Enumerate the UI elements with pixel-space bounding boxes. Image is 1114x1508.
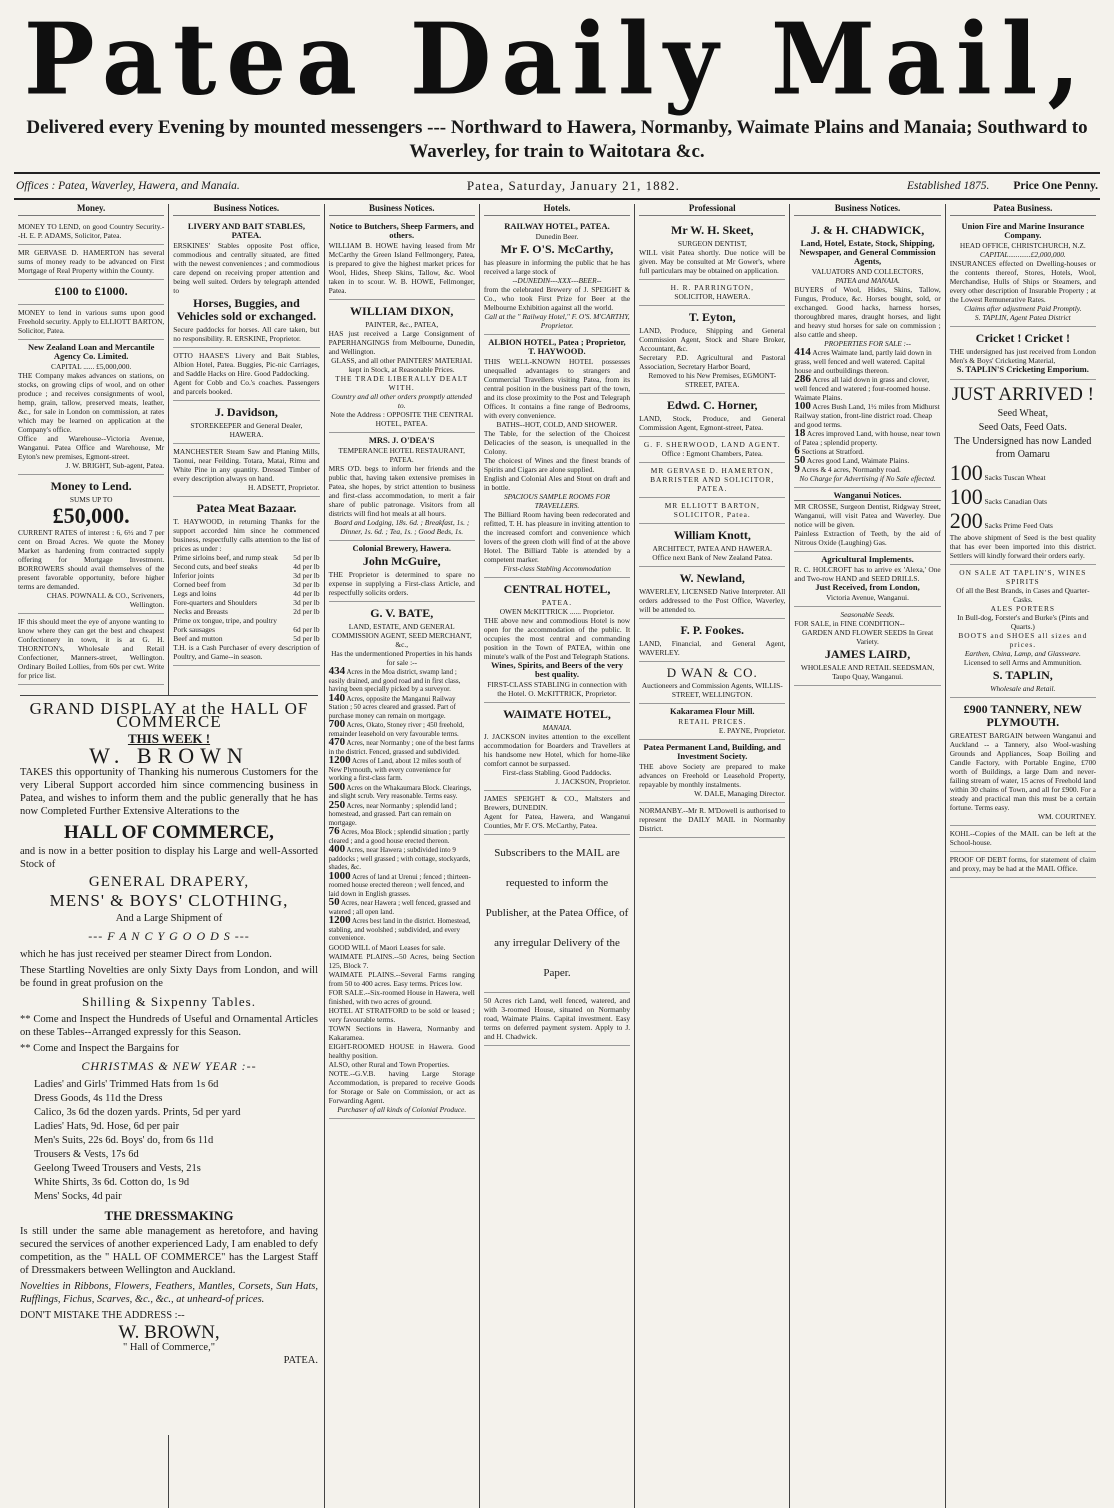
property-item: 414 Acres Waimate land, partly laid down in grass, well fenced and well watered. Capital house and outbuildings thereon. (794, 346, 932, 375)
advert: Notice to Butchers, Sheep Farmers, and others. WILLIAM B. HOWE having leased from Mr McCarthy the Green Island Fellmongery, Patea, is prepared to give the highest market prices for Wool, Hides, Sheep Skins, Tallow, &c. Wool taken in to scour. W. B. HOWE, Fellmonger, Patea. (329, 219, 475, 300)
advert: Mr W. H. Skeet, SURGEON DENTIST, WILL visit Patea shortly. Due notice will be given. May be consulted at Mr Gower's, where full particulars may be obtained on application. (639, 219, 785, 280)
price-row: Corned beef from 3d per lb (173, 580, 320, 589)
advert: Money to Lend. SUMS UP TO £50,000. CURRENT RATES of interest : 6, 6½ and 7 per cent on Broad Acres. We quote the Money Market as hardening from contracted supply offering for Mortgage Investment. BORROWERS should avail themselves of the present favorable opportunity, before higher terms are demanded. CHAS. POWNALL & CO., Scriveners, Wellington. (18, 475, 164, 614)
advert: RAILWAY HOTEL, PATEA. Dunedin Beer. Mr F. O'S. McCarthy, has pleasure in informing the public that he has received a large stock of --DUNEDIN---XXX---BEER-- from the celebrated Brewery of J. SPEIGHT & Co., who took First Prize for Beer at the Melbourne Exhibition against all the world. Call at the " Railway Hotel," F. O'S. M'CARTHY, Proprietor. (484, 219, 630, 335)
advert: IF this should meet the eye of anyone wanting to know where they can get the best and cheapest Confectionery in town, it is at G. H. THORNTON's, Wholesale and Retail Confectioner, Manners-street, Wellington. Ordinary Boiled Lollies, from 60s per cwt. Write for price list. (18, 614, 164, 685)
advert: MANCHESTER Steam Saw and Planing Mills, Taonui, near Feilding. Totara, Matai, Rimu and White Pine in any quantity. Dressed Timber of every description always on hand. H. ADSETT, Proprietor. (173, 444, 319, 497)
list-item: Dress Goods, 4s 11d the Dress (34, 1093, 163, 1104)
price-row: Prime ox tongue, tripe, and poultry (173, 616, 277, 625)
property-item: 1000 Acres of land at Urenui ; fenced ; thirteen-roomed house erected thereon ; well fenced, and laid down in English grasses. (328, 869, 471, 898)
advert: WAIMATE HOTEL, MANAIA. J. JACKSON invites attention to the excellent accommodation for Boarders and Travellers at his handsome new Hotel, which for home-like comfort cannot be surpassed. First-class Stabling. Good Paddocks. J. JACKSON, Proprietor. (484, 703, 630, 791)
advert: KOHI.--Copies of the MAIL can be left at the School-house. (950, 826, 1096, 852)
advert: PROOF OF DEBT forms, for statement of claim and proxy, may be had at the MAIL Office. (950, 852, 1096, 878)
property-item: 18 Acres improved Land, with house, near town of Patea ; splendid property. (794, 427, 941, 447)
advert: MRS. J. O'DEA'S TEMPERANCE HOTEL RESTAURANT, PATEA. MRS O'D. begs to inform her friends and the public that, having taken extensive premises in Patea, she hopes, by strict attention to business and first-class accommodation, to merit a fair share of public patronage. Visitors from all districts will find hot meals at all hours. Board and Lodging, 18s. 6d. ; Breakfast, 1s. ; Dinner, 1s. 6d. ; Tea, 1s. ; Good Beds, 1s. (329, 433, 475, 541)
advert: NORMANBY.--Mr R. M'Dowell is authorised to represent the DAILY MAIL in Normanby District. (639, 803, 785, 838)
list-item: White Shirts, 3s 6d. Cotton do, 1s 9d (34, 1177, 190, 1188)
advert: Seasonable Seeds. FOR SALE, in FINE CONDITION-- GARDEN AND FLOWER SEEDS In Great Variety. JAMES LAIRD, WHOLESALE AND RETAIL SEEDSMAN, Taupo Quay, Wanganui. (794, 607, 940, 686)
offices-text: Offices : Patea, Waverley, Hawera, and Manaia. (16, 180, 240, 192)
column-hotels (480, 204, 635, 1508)
property-item: 400 Acres, near Hawera ; subdivided into 9 paddocks ; well grassed ; with cottage, stockyards, shades, &c. (328, 843, 471, 871)
price-row: Prime sirloins beef, and rump steak 5d per lb (173, 553, 320, 562)
price-row: Beef and mutton 5d per lb (173, 634, 320, 643)
advert: Union Fire and Marine Insurance Company. HEAD OFFICE, CHRISTCHURCH, N.Z. CAPITAL............£2,000,000. INSURANCES effected on Dwelling-houses or the contents thereof, Stores, Hotels, Wool, Merchandise, Hulls of Ships or Steamers, and every other description of Insurable Property ; at the Lowest Remunerative Rates. Claims after adjustment Paid Promptly. S. TAPLIN, Agent Patea District (950, 219, 1096, 327)
property-item: 500 Acres on the Whakaumara Block. Clearings, and slight scrub. Very reasonable. Terms easy. (328, 780, 472, 800)
property-item: 1200 Acres of Land, about 12 miles south of New Plymouth, with every convenience for working a first-class farm. (328, 754, 462, 782)
advert: ALBION HOTEL, Patea ; Proprietor, T. HAYWOOD. THIS WELL-KNOWN HOTEL possesses unequalled advantages to strangers and Commercial Travellers visiting Patea, from its central position in the business part of the town, and its close proximity to the Post and Telegraph Offices. It contains a fine range of Bedrooms, with every convenience. BATHS--HOT, COLD, AND SHOWER. The Table, for the selection of the Choicest Delicacies of the season, is unequalled in the Colony. The choicest of Wines and the finest brands of Spirits and Cigars are alone supplied. English and Colonial Ales and Stout on draft and in bottle. SPACIOUS SAMPLE ROOMS FOR TRAVELLERS. The Billiard Room having been redecorated and refitted, T. H. has pleasure in inviting attention to the increased comfort and convenience which lovers of the green cloth will find of at the above Hotel. The Billiard Table is attended by a competent marker. First-class Stabling Accommodation (484, 335, 630, 578)
advert-heading: GRAND DISPLAY at the HALL OF COMMERCE (20, 695, 318, 728)
list-item: Men's Suits, 22s 6d. Boys' do, from 6s 11d (34, 1135, 214, 1146)
column-heading: Money. (18, 204, 164, 216)
column-professional (635, 204, 790, 1508)
advert: Agricultural Implements. R. C. HOLCROFT has to arrive ex 'Alexa,' One and Two-row HAND and SEED DRILLS. Just Received, from London, Victoria Avenue, Wanganui. (794, 552, 940, 607)
column-business-2 (325, 204, 480, 1508)
advert: MR GERVASE D. HAMERTON, BARRISTER AND SOLICITOR, PATEA. (639, 463, 785, 498)
column-heading: Patea Business. (950, 204, 1096, 216)
advert: OTTO HAASE'S Livery and Bait Stables, Albion Hotel, Patea. Buggies, Pic-nic Carriages, and Saddle Hacks on Hire. Good Paddocking. Agent for Cobb and Co.'s coaches. Passengers and parcels booked. (173, 348, 319, 401)
advert: Wanganui Notices. MR CROSSE, Surgeon Dentist, Ridgway Street, Wanganui, will visit Patea and Waverley. Due notice will be given. Painless Extraction of Teeth, by the aid of Nitrous Oxide (Laughing) Gas. (794, 488, 940, 552)
property-item: 700 Acres, Okato, Stoney river ; 450 freehold, remainder leasehold on very favourable terms. (328, 718, 465, 738)
property-item: 76 Acres, Moa Block ; splendid situation ; partly cleared ; and a good house erected thereon. (328, 825, 469, 845)
property-list (794, 348, 940, 474)
column-heading: Hotels. (484, 204, 630, 216)
advert: William Knott, ARCHITECT, PATEA AND HAWERA. Office next Bank of New Zealand Patea. (639, 524, 785, 567)
list-item: Geelong Tweed Trousers and Vests, 21s (34, 1163, 201, 1174)
property-item: 100 Acres Bush Land, 1½ miles from Midhurst Railway station, front-line district road. Cheap and good terms. (794, 400, 940, 429)
info-bar (14, 172, 1100, 200)
advert: Colonial Brewery, Hawera. John McGuire, THE Proprietor is determined to spare no expense in supplying a First-class Article, and respectfully solicits orders. (329, 541, 475, 602)
advert: MR ELLIOTT BARTON, SOLICITOR, Patea. (639, 498, 785, 524)
advert: £900 TANNERY, NEW PLYMOUTH. GREATEST BARGAIN between Wanganui and Auckland -- a Tannery, also Wool-washing Grounds and Appliances, Soap Boiling and Candle Factory, with Portable Engine, £700 worth of Buildings, a large Dam and never-failing stream of water, 15 acres of Freehold land within 30 chains of Town, and all for £900. For a steady and practical man this must be a certain fortune. Terms easy. WM. COURTNEY. (950, 698, 1096, 826)
list-item: Ladies' Hats, 9d. Hose, 6d per pair (34, 1121, 180, 1132)
advert: G. V. BATE, LAND, ESTATE, AND GENERAL COMMISSION AGENT, SEED MERCHANT, &c., Has the undermentioned Properties in his hands for sale :-- 434 Acres in the Moa district, swamp land ; easily drained, and good road and in first class, having been specially picked by a surveyor. 140 Acres, opposite the Manganui Railway Station ; 50 acres cleared and grassed. Part of purchase money can remain on mortgage. 700 Acres, Okato, Stoney river ; 450 freehold, remainder leasehold on very favourable terms. 470 Acres, near Normanby ; one of the best farms in the district. Fenced, grassed and subdivided. 1200 Acres of Land, about 12 miles south of New Plymouth, with every convenience for working a first-class farm. 500 Acres on the Whakaumara Block. Clearings, and slight scrub. Very reasonable. Terms easy. 250 Acres, near Normanby ; splendid land ; homestead, and grassed. Part can remain on mortgage. 76 Acres, Moa Block ; splendid situation ; partly cleared ; and a good house erected thereon. 400 Acres, near Hawera ; subdivided into 9 paddocks ; well grassed ; with cottage, stockyards, shades, &c. 1000 Acres of land at Urenui ; fenced ; thirteen-roomed house erected thereon ; well fenced, and laid down in English grasses. 50 Acres, near Hawera ; well fenced, grassed and watered ; all open land. 1200 Acres best land in the district. Homestead, stabling, and woolshed ; subdivided, and every convenience. GOOD WILL of Maori Leases for sale. WAIMATE PLAINS.--50 Acres, being Section 125, Block 7. WAIMATE PLAINS.--Several Farms ranging from 50 to 400 acres. Easy terms. Prices low. FOR SALE.--Six-roomed House in Hawera, well finished, with two acres of ground. HOTEL AT STRATFORD to be sold or leased ; very favourable terms. TOWN Sections in Hawera, Normanby and Kakaramea. EIGHT-ROOMED HOUSE in Hawera. Good healthy position. ALSO, other Rural and Town Properties. NOTE.--G.V.B. having Large Storage Accommodation, is prepared to receive Goods for Storage or Sale on Commission, or act as Forwarding Agent. Purchaser of all kinds of Colonial Produce. (329, 602, 475, 1119)
advert: JUST ARRIVED ! Seed Wheat, Seed Oats, Feed Oats. The Undersigned has now Landed from Oamaru 100 Sacks Tuscan Wheat 100 Sacks Canadian Oats 200 Sacks Prime Feed Oats The above shipment of Seed is the best quality that has ever been imported into this district. Settlers will kindly forward their orders early. (950, 380, 1096, 565)
price-row: Inferior joints 3d per lb (173, 571, 320, 580)
seed-row: 100 Sacks Canadian Oats (949, 484, 1047, 509)
column-business-3 (790, 204, 945, 1508)
advert: CENTRAL HOTEL, PATEA. OWEN McKITTRICK ...... Proprietor. THE above new and commodious Hotel is now open for the accommodation of the public. It occupies the most central and commanding position in the Town of PATEA, within one minute's walk of the Post and Telegraph Stations. Wines, Spirits, and Beers of the very best quality. FIRST-CLASS STABLING in connection with the Hotel. O. McKITTRICK, Proprietor. (484, 578, 630, 703)
advert: T. Eyton, LAND, Produce, Shipping and General Commission Agent, Stock and Share Broker, Accountant, &c. Secretary P.D. Agricultural and Pastoral Association, Secretary Harbor Board, Removed to his New Premises, EGMONT-STREET, PATEA. (639, 306, 785, 394)
advert: £100 to £1000. (18, 280, 164, 305)
property-item: 470 Acres, near Normanby ; one of the best farms in the district. Fenced, grassed and subdivided. (328, 736, 475, 756)
list-item: Trousers & Vests, 17s 6d (34, 1149, 139, 1160)
property-item: 6 Sections at Stratford. (794, 445, 864, 457)
hall-of-commerce-advert: GRAND DISPLAY at the HALL OF COMMERCE THIS WEEK ! W. BROWN TAKES this opportunity of Thanking his numerous Customers for the very Liberal Support accorded him since commencing business in Patea, and wishes to inform them and the public generally that he has now Completed Further Extensive Alterations to the HALL OF COMMERCE, and is now in a better position to display his Large and well-Assorted Stock of GENERAL DRAPERY, MENS' & BOYS' CLOTHING, And a Large Shipment of --- F A N C Y G O O D S --- which he has just received per steamer Direct from London. These Startling Novelties are only Sixty Days from London, and will be found in great profusion on the Shilling & Sixpenny Tables. ** Come and Inspect the Hundreds of Useful and Ornamental Articles on these Tables--Arranged expressly for this Season. ** Come and Inspect the Bargains for CHRISTMAS & NEW YEAR :-- Ladies' and Girls' Trimmed Hats from 1s 6d Dress Goods, 4s 11d the Dress Calico, 3s 6d the dozen yards. Prints, 5d per yard Ladies' Hats, 9d. Hose, 6d per pair Men's Suits, 22s 6d. Boys' do, from 6s 11d Trousers & Vests, 17s 6d Geelong Tweed Trousers and Vests, 21s White Shirts, 3s 6d. Cotton do, 1s 9d Mens' Socks, 4d pair THE DRESSMAKING Is still under the same able management as heretofore, and having secured the services of another experienced Lady, I am enabled to defy competition, as the " HALL OF COMMERCE" has the Largest Staff of Dressmakers between Wellington and Auckland. Novelties in Ribbons, Flowers, Feathers, Mantles, Corsets, Sun Hats, Rufflings, Fichus, Scarves, &c., &c., at unheard-of prices. DON'T MISTAKE THE ADDRESS :-- W. BROWN, " Hall of Commerce," PATEA. (16, 695, 322, 1435)
price-row: Fore-quarters and Shoulders 3d per lb (173, 598, 320, 607)
advert: Cricket ! Cricket ! THE undersigned has just received from London Men's & Boys' Cricketing Material, S. TAPLIN'S Cricketing Emporium. (950, 327, 1096, 380)
advert: New Zealand Loan and Mercantile Agency Co. Limited. CAPITAL ...... £5,000,000. THE Company makes advances on stations, on stocks, on growing clips of wool, and on other produce ; and receives consignments of wool, hemp, grain, tallow, preserved meats, leather, &c., for sale in London on commission, at rates which may be learned on application at the Company's office. Office and Warehouse--Victoria Avenue, Wanganui. Patea Office and Warehouse, Mr Eyton's new premises, Egmont-street. J. W. BRIGHT, Sub-agent, Patea. (18, 340, 164, 475)
price-text: Price One Penny. (1013, 180, 1098, 192)
column-heading: Business Notices. (329, 204, 475, 216)
established-text: Established 1875. (906, 180, 990, 192)
list-item: Mens' Socks, 4d pair (34, 1191, 122, 1202)
column-heading: Business Notices. (173, 204, 319, 216)
property-item: 9 Acres & 4 acres, Normanby road. (794, 463, 901, 475)
advert: 50 Acres rich Land, well fenced, watered, and with 3-roomed House, situated on Normanby road, Waimate Plains. Capital investment. Easy terms on deferred payment system. Apply to J. and H. Chadwick. (484, 993, 630, 1046)
advert: Kakaramea Flour Mill. RETAIL PRICES. E. PAYNE, Proprietor. (639, 704, 785, 740)
advert: Patea Permanent Land, Building, and Investment Society. THE above Society are prepared to make advances on Freehold or Leasehold Property, repayable by monthly instalments. W. DALE, Managing Director. (639, 740, 785, 803)
advert: F. P. Fookes. LAND, Financial, and General Agent, WAVERLEY. (639, 619, 785, 662)
list-item: Ladies' and Girls' Trimmed Hats from 1s 6d (34, 1079, 219, 1090)
advert: ON SALE AT TAPLIN'S, WINES SPIRITS Of all the Best Brands, in Cases and Quarter-Casks. ALES PORTERS In Bull-dog, Forster's and Burke's (Pints and Quarts.) BOOTS and SHOES all sizes and prices. Earthen, China, Lamp, and Glassware. Licensed to sell Arms and Ammunition. S. TAPLIN, Wholesale and Retail. (950, 565, 1096, 698)
advert: MONEY to lend in various sums upon good Freehold security. Apply to ELLIOTT BARTON, Solicitor, Patea. (18, 305, 164, 340)
property-item: 50 Acres, near Hawera ; well fenced, grassed and watered ; all open land. (328, 896, 471, 916)
dateline: Patea, Saturday, January 21, 1882. (466, 178, 680, 193)
property-list (329, 667, 475, 943)
masthead-title: Patea Daily Mail, (23, 2, 1091, 118)
advert: MONEY TO LEND, on good Country Security.--H. E. P. ADAMS, Solicitor, Patea. (18, 219, 164, 245)
list-item: Calico, 3s 6d the dozen yards. Prints, 5d per yard (34, 1107, 241, 1118)
advert: Subscribers to the MAIL are requested to inform the Publisher, at the Patea Office, of any irregular Delivery of the Paper. (484, 835, 630, 993)
advert: D WAN & CO. Auctioneers and Commission Agents, WILLIS-STREET, WELLINGTON. (639, 662, 785, 704)
property-item: 50 Acres good Land, Waimate Plains. (794, 454, 910, 466)
property-item: 434 Acres in the Moa district, swamp land ; easily drained, and good road and in first class, having been specially picked by a surveyor. (328, 665, 461, 693)
advert: JAMES SPEIGHT & CO., Maltsters and Brewers, DUNEDIN. Agent for Patea, Hawera, and Wanganui Counties, Mr F. O'S. McCarthy, Patea. (484, 791, 630, 835)
seed-row: 200 Sacks Prime Feed Oats (949, 508, 1053, 533)
price-row: Pork sausages 6d per lb (173, 625, 320, 634)
property-item: 286 Acres all laid down in grass and clover, well fenced and watered ; four-roomed house. Waimate Plains. (794, 373, 931, 402)
advert: J. Davidson, STOREKEEPER and General Dealer, HAWERA. (173, 401, 319, 444)
advert: Patea Meat Bazaar. T. HAYWOOD, in returning Thanks for the support accorded him since he commenced business, respectfully calls attention to the list of prices as under : Prime sirloins beef, and rump steak 5d per lb Second cuts, and beef steaks 4d per lb Inferior joints 3d per lb Corned beef from 3d per lb Legs and loins 4d per lb Fore-quarters and Shoulders 3d per lb Necks and Breasts 2d per lb Prime ox tongue, tripe, and poultry Pork sausages 6d per lb Beef and mutton 5d per lb T.H. is a Cash Purchaser of every description of Poultry, and Game--in season. (173, 497, 319, 666)
advert: H. R. PARRINGTON, SOLICITOR, HAWERA. (639, 280, 785, 306)
advert: W. Newland, WAVERLEY, LICENSED Native Interpreter. All orders addressed to the Post Office, Waverley, will be attended to. (639, 567, 785, 619)
property-item: 140 Acres, opposite the Manganui Railway Station ; 50 acres cleared and grassed. Part of purchase money can remain on mortgage. (328, 691, 456, 720)
seed-row: 100 Sacks Tuscan Wheat (949, 460, 1046, 485)
price-row: Legs and loins 4d per lb (173, 589, 320, 598)
price-row: Necks and Breasts 2d per lb (173, 607, 320, 616)
advert: G. F. SHERWOOD, LAND AGENT. Office : Egmont Chambers, Patea. (639, 437, 785, 463)
property-item: 250 Acres, near Normanby ; splendid land ; homestead, and grassed. Part can remain on mortgage. (328, 798, 457, 827)
advert: WILLIAM DIXON, PAINTER, &c., PATEA, HAS just received a Large Consignment of PAPERHANGINGS from Melbourne, Dunedin, and Wellington. GLASS, and all other PAINTERS' MATERIAL kept in Stock, at Reasonable Prices. THE TRADE LIBERALLY DEALT WITH. Country and all other orders promptly attended to. Note the Address : OPPOSITE THE CENTRAL HOTEL, PATEA. (329, 300, 475, 433)
column-heading: Professional (639, 204, 785, 216)
price-row: Second cuts, and beef steaks 4d per lb (173, 562, 320, 571)
tagline: Delivered every Evening by mounted messengers --- Northward to Hawera, Normanby, Waimate Plains and Manaia; Southward to Waverley, for train to Waitotara &c. (26, 117, 1088, 162)
advert: MR GERVASE D. HAMERTON has several sums of money ready to be advanced on First Mortgage of Real Property within the County. (18, 245, 164, 280)
advert: Edwd. C. Horner, LAND, Stock, Produce, and General Commission Agent, Egmont-street, Patea. (639, 394, 785, 437)
advert: J. & H. CHADWICK, Land, Hotel, Estate, Stock, Shipping, Newspaper, and General Commission Agents, VALUATORS AND COLLECTORS, PATEA and MANAIA. BUYERS of Wool, Hides, Skins, Tallow, Fungus, Produce, &c. Horses bought, sold, or exchanged. Good hacks, harness horses, thoroughbred mares, draught horses, and light and heavy stud horses for sale on commission ; also cattle and sheep. PROPERTIES FOR SALE :-- 414 Acres Waimate land, partly laid down in grass, well fenced and well watered. Capital house and outbuildings thereon. 286 Acres all laid down in grass and clover, well fenced and watered ; four-roomed house. Waimate Plains. 100 Acres Bush Land, 1½ miles from Midhurst Railway station, front-line district road. Cheap and good terms. 18 Acres improved Land, with house, near town of Patea ; splendid property. 6 Sections at Stratford. 50 Acres good Land, Waimate Plains. 9 Acres & 4 acres, Normanby road. No Charge for Advertising if No Sale effected. (794, 219, 940, 488)
column-heading: Business Notices. (794, 204, 940, 216)
column-patea-business (946, 204, 1100, 1508)
property-item: 1200 Acres best land in the district. Homestead, stabling, and woolshed ; subdivided, and every convenience. (328, 914, 471, 942)
advert: LIVERY AND BAIT STABLES, PATEA. ERSKINES' Stables opposite Post office, commodious and centrally situated, are fitted with the newest conveniences ; and commodious care depend on receiving proper attention and being well suited. Orders by telegraph attended to Horses, Buggies, and Vehicles sold or exchanged. Secure paddocks for horses. All care taken, but no responsibility. R. ERSKINE, Proprietor. (173, 219, 319, 348)
advertiser-name: W. BROWN (89, 743, 249, 768)
